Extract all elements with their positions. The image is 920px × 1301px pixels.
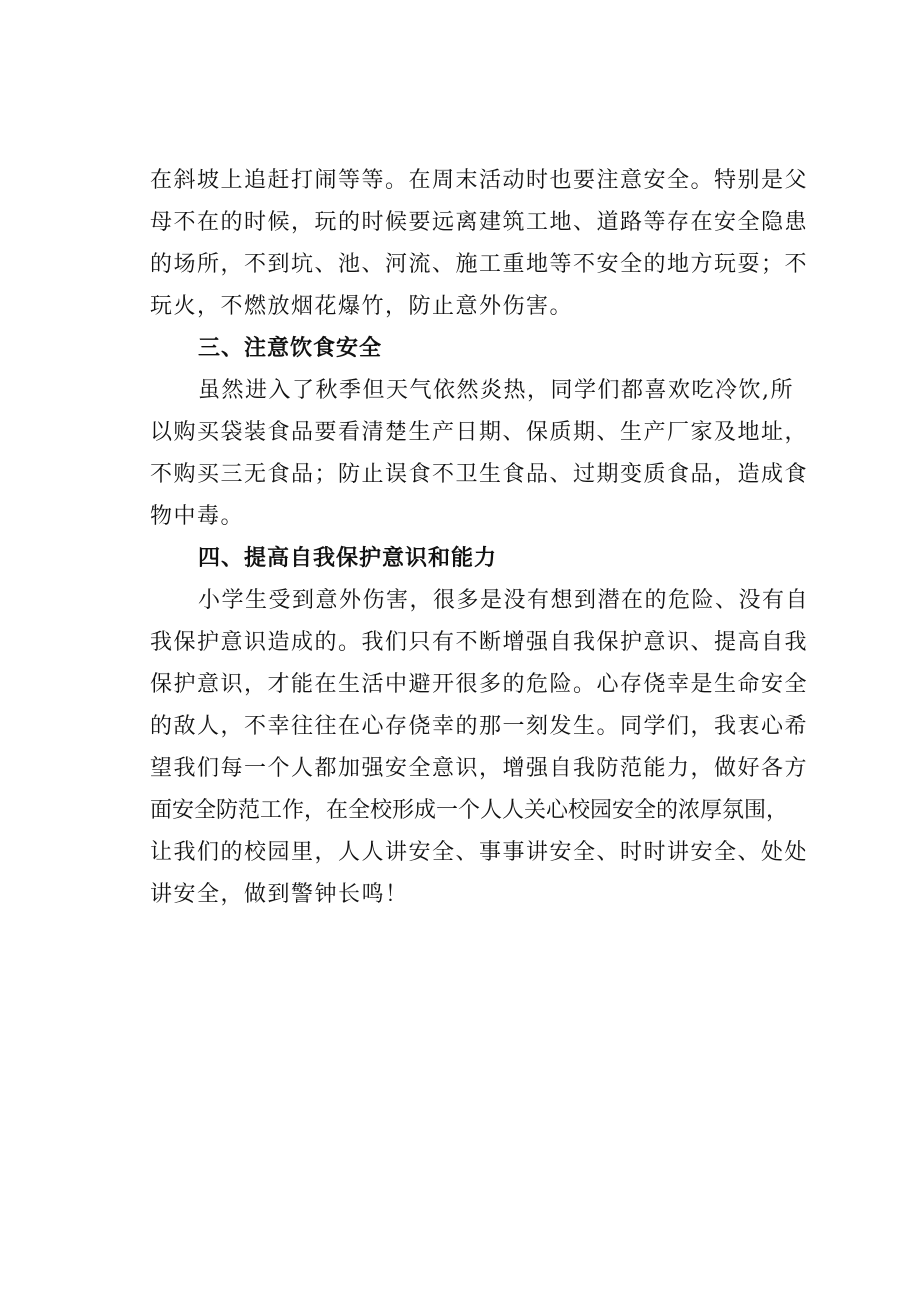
paragraph-line: 的敌人，不幸往往在心存侥幸的那一刻发生。同学们，我衷心希 bbox=[150, 714, 809, 739]
paragraph-line: 在斜坡上追赶打闹等等。在周末活动时也要注意安全。特别是父 bbox=[150, 168, 809, 193]
paragraph-line: 物中毒。 bbox=[150, 504, 245, 529]
paragraph-line: 玩火，不燃放烟花爆竹，防止意外伤害。 bbox=[150, 294, 574, 319]
document-body bbox=[150, 160, 810, 916]
paragraph-line: 小学生受到意外伤害，很多是没有想到潜在的危险、没有自 bbox=[198, 588, 810, 613]
paragraph-line: 讲安全，做到警钟长鸣！ bbox=[150, 882, 409, 907]
section-heading-food-safety: 三、注意饮食安全 bbox=[198, 336, 383, 361]
paragraph-intro bbox=[150, 160, 809, 328]
paragraph-line: 望我们每一个人都加强安全意识，增强自我防范能力，做好各方 bbox=[150, 756, 809, 781]
paragraph-line: 母不在的时候，玩的时候要远离建筑工地、道路等存在安全隐患 bbox=[150, 210, 809, 235]
paragraph-line: 让我们的校园里，人人讲安全、事事讲安全、时时讲安全、处处 bbox=[150, 840, 809, 865]
paragraph-line: 我保护意识造成的。我们只有不断增强自我保护意识、提高自我 bbox=[150, 630, 809, 655]
paragraph-line: 虽然进入了秋季但天气依然炎热，同学们都喜欢吃冷饮,所 bbox=[198, 378, 794, 403]
paragraph-line: 不购买三无食品；防止误食不卫生食品、过期变质食品，造成食 bbox=[150, 462, 809, 487]
section-self-protection bbox=[150, 538, 810, 916]
paragraph-line: 面安全防范工作，在全校形成一个人人关心校园安全的浓厚氛围， bbox=[150, 798, 789, 823]
section-food-safety bbox=[150, 328, 809, 538]
paragraph-line: 的场所，不到坑、池、河流、施工重地等不安全的地方玩耍；不 bbox=[150, 252, 809, 277]
paragraph-line: 以购买袋装食品要看清楚生产日期、保质期、生产厂家及地址， bbox=[150, 420, 809, 445]
section-heading-self-protection: 四、提高自我保护意识和能力 bbox=[198, 546, 498, 571]
paragraph-line: 保护意识，才能在生活中避开很多的危险。心存侥幸是生命安全 bbox=[150, 672, 809, 697]
